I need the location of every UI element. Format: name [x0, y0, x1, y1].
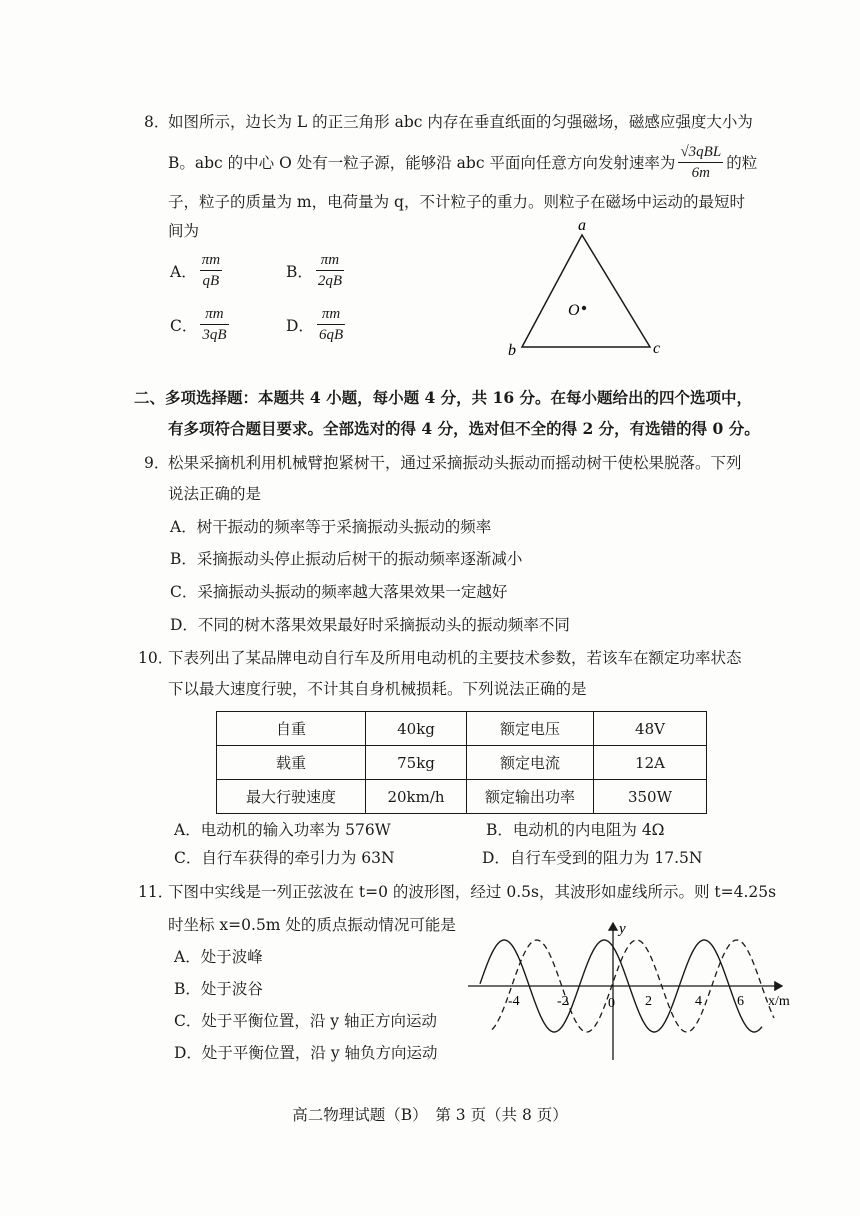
- option-label: A．: [170, 262, 197, 281]
- table-cell: 20km/h: [366, 780, 467, 814]
- q8-rate-numerator: √3qBL: [678, 142, 723, 163]
- table-cell: 40kg: [366, 712, 467, 746]
- table-cell: 额定电流: [467, 746, 594, 780]
- triangle-figure: [500, 215, 670, 360]
- q9-option-c[interactable]: C．采摘振动头振动的频率越大落果效果一定越好: [170, 583, 508, 601]
- option-denominator: 6qB: [318, 327, 344, 343]
- q8-option-c[interactable]: [170, 304, 232, 345]
- q11-option-a[interactable]: A．处于波峰: [174, 948, 263, 966]
- q10-number: 10．: [138, 649, 174, 667]
- table-cell: 75kg: [366, 746, 467, 780]
- q11-line-1: 下图中实线是一列正弦波在 t=0 的波形图，经过 0.5s，其波形如虚线所示。则 t=4.25s: [168, 883, 777, 901]
- table-cell: 载重: [217, 746, 366, 780]
- q8-line-1: 如图所示，边长为 L 的正三角形 abc 内存在垂直纸面的匀强磁场，磁感应强度大小为: [168, 113, 753, 131]
- table-cell: 12A: [594, 746, 707, 780]
- tick-label-neg2: -2: [557, 994, 569, 1009]
- q10-line-2: 下以最大速度行驶，不计其自身机械损耗。下列说法正确的是: [168, 680, 587, 698]
- tick-label-4: 4: [695, 994, 702, 1009]
- table-cell: 额定输出功率: [467, 780, 594, 814]
- q11-option-d[interactable]: D．处于平衡位置，沿 y 轴负方向运动: [174, 1044, 438, 1062]
- center-o-label: O: [568, 302, 580, 319]
- option-denominator: 2qB: [317, 273, 343, 289]
- spec-table: [216, 711, 707, 814]
- q10-option-d[interactable]: D．自行车受到的阻力为 17.5N: [482, 849, 703, 867]
- q10-option-b[interactable]: B．电动机的内电阻为 4Ω: [486, 821, 665, 839]
- q8-line-2: [168, 138, 757, 186]
- q11-number: 11．: [138, 883, 174, 901]
- option-numerator: πm: [200, 304, 228, 325]
- option-numerator: πm: [316, 250, 344, 271]
- option-denominator: 3qB: [202, 327, 227, 343]
- option-label: D．: [286, 316, 314, 335]
- table-row: [217, 712, 707, 746]
- q10-line-1: 下表列出了某品牌电动自行车及所用电动机的主要技术参数，若该车在额定功率状态: [168, 649, 742, 667]
- y-axis-label: y: [619, 921, 626, 937]
- q8-option-a[interactable]: [170, 250, 225, 291]
- table-cell: 最大行驶速度: [217, 780, 366, 814]
- option-numerator: πm: [317, 304, 345, 325]
- table-cell: 额定电压: [467, 712, 594, 746]
- q8-number: 8．: [144, 113, 170, 131]
- q10-option-a[interactable]: A．电动机的输入功率为 576W: [174, 821, 391, 839]
- q8-option-b[interactable]: [286, 250, 347, 291]
- table-row: [217, 746, 707, 780]
- q9-number: 9．: [144, 454, 170, 472]
- q9-option-a[interactable]: A．树干振动的频率等于采摘振动头振动的频率: [170, 518, 492, 536]
- center-point: [582, 306, 586, 310]
- x-axis-label: x/m: [768, 994, 790, 1009]
- option-denominator: qB: [202, 273, 220, 289]
- origin-label: 0: [608, 996, 615, 1011]
- q9-line-2: 说法正确的是: [168, 485, 262, 503]
- vertex-a-label: a: [578, 217, 586, 234]
- option-numerator: πm: [200, 250, 222, 271]
- q8-option-d[interactable]: [286, 304, 348, 345]
- q8-rate-denominator: 6m: [691, 164, 710, 181]
- q11-option-c[interactable]: C．处于平衡位置，沿 y 轴正方向运动: [174, 1012, 437, 1030]
- page-footer: 高二物理试题（B） 第 3 页（共 8 页）: [292, 1106, 568, 1124]
- q9-line-1: 松果采摘机利用机械臂抱紧树干，通过采摘振动头振动而摇动树干使松果脱落。下列: [168, 454, 742, 472]
- table-cell: 350W: [594, 780, 707, 814]
- q8-line-2-post: 的粒: [726, 154, 758, 172]
- section-2-line-1: 二、多项选择题：本题共 4 小题，每小题 4 分，共 16 分。在每小题给出的四个选项中，: [134, 388, 753, 407]
- table-cell: 自重: [217, 712, 366, 746]
- q8-line-2-pre: B。abc 的中心 O 处有一粒子源，能够沿 abc 平面向任意方向发射速率为: [168, 154, 676, 172]
- q10-option-c[interactable]: C．自行车获得的牵引力为 63N: [174, 849, 395, 867]
- triangle-abc: [522, 235, 650, 347]
- option-label: C．: [170, 316, 198, 335]
- q8-line-4: 间为: [168, 222, 200, 240]
- tick-label-2: 2: [645, 994, 652, 1009]
- q11-option-b[interactable]: B．处于波谷: [174, 980, 263, 998]
- q11-line-2: 时坐标 x=0.5m 处的质点振动情况可能是: [168, 916, 456, 934]
- q9-option-d[interactable]: D．不同的树木落果效果最好时采摘振动头的振动频率不同: [170, 616, 570, 634]
- option-label: B．: [286, 262, 313, 281]
- table-row: [217, 780, 707, 814]
- vertex-c-label: c: [653, 340, 661, 357]
- q8-rate-fraction: [678, 142, 723, 183]
- q9-option-b[interactable]: B．采摘振动头停止振动后树干的振动频率逐渐减小: [170, 550, 523, 568]
- section-2-line-2: 有多项符合题目要求。全部选对的得 4 分，选对但不全的得 2 分，有选错的得 0 分。: [168, 419, 760, 438]
- vertex-b-label: b: [508, 342, 516, 359]
- tick-label-6: 6: [737, 994, 744, 1009]
- table-cell: 48V: [594, 712, 707, 746]
- wave-graph: [462, 915, 807, 1065]
- q8-line-3: 子，粒子的质量为 m，电荷量为 q，不计粒子的重力。则粒子在磁场中运动的最短时: [168, 193, 745, 211]
- tick-label-neg4: -4: [508, 994, 520, 1009]
